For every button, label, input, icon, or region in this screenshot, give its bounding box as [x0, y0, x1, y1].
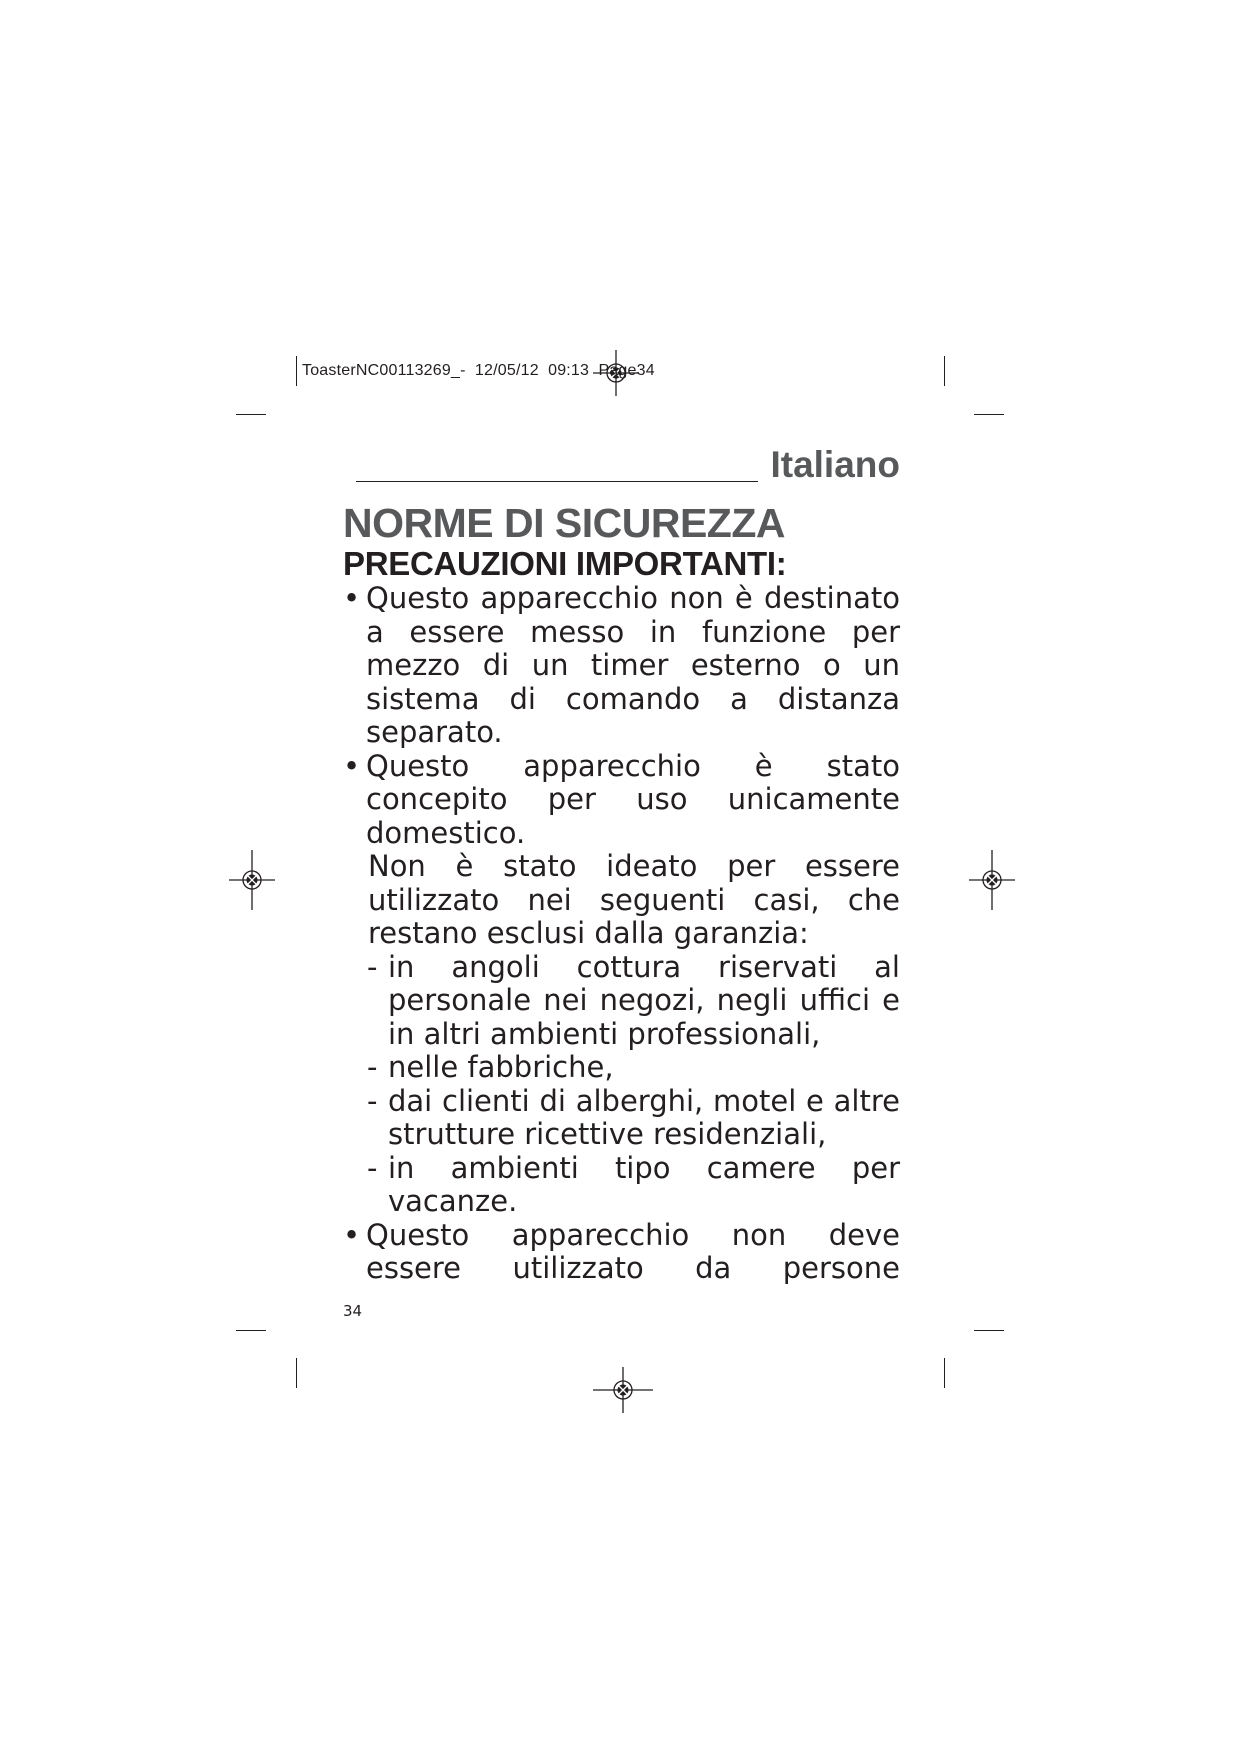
bullet-text: Questo apparecchio non è destinato a essere messo in funzione per mezzo di un timer esterno o un sistema di comando a distanza separato. — [366, 581, 900, 749]
bullet-mark: • — [343, 581, 361, 615]
bullet-note: Non è stato ideato per essere utilizzato nei seguenti casi, che restano esclusi dalla garanzia: — [368, 849, 900, 950]
dash-text: nelle fabbriche, — [388, 1050, 614, 1084]
dash-mark: - — [367, 1050, 378, 1084]
slug-time: 09:13 — [548, 362, 590, 379]
page-number: 34 — [343, 1302, 363, 1320]
dash-text: in ambienti tipo camere per vacanze. — [388, 1150, 900, 1218]
bullet-item — [343, 582, 900, 750]
dash-item — [343, 1085, 900, 1152]
dash-item — [343, 1051, 900, 1085]
crop-mark-top-left-v — [296, 356, 297, 386]
bullet-mark: • — [343, 748, 361, 783]
bullet-item — [343, 750, 900, 851]
dash-text: dai clienti di alberghi, motel e altre strutture ricettive residenziali, — [388, 1083, 900, 1151]
crop-mark-bottom-right-v — [944, 1358, 945, 1388]
bullet-mark: • — [343, 1217, 361, 1252]
page-title: NORME DI SICUREZZA — [343, 500, 785, 546]
dash-mark: - — [367, 1150, 378, 1185]
bullet-item — [343, 1219, 900, 1286]
language-rule — [356, 481, 758, 482]
print-slug — [302, 362, 655, 380]
main-content — [343, 500, 900, 1286]
dash-mark: - — [367, 1083, 378, 1118]
crop-mark-bottom-left-h — [236, 1330, 266, 1331]
bullet-text: Questo apparecchio è stato concepito per uso unicamente domestico. — [366, 748, 900, 850]
registration-mark-bottom-icon — [593, 1367, 653, 1413]
slug-file: ToasterNC00113269_- — [302, 362, 466, 379]
registration-mark-right-icon — [969, 850, 1015, 910]
crop-mark-bottom-right-h — [974, 1330, 1004, 1331]
dash-text: in angoli cottura riservati al personale nei negozi, negli uffici e in altri ambienti professionali, — [388, 949, 900, 1051]
crop-mark-top-right-h — [974, 414, 1004, 415]
crop-mark-top-left-h — [236, 414, 266, 415]
crop-mark-bottom-left-v — [296, 1358, 297, 1388]
dash-mark: - — [367, 949, 378, 984]
bullet-text: Questo apparecchio non deve essere utilizzato da persone — [366, 1217, 900, 1285]
dash-item — [343, 951, 900, 1052]
slug-date: 12/05/12 — [474, 362, 539, 379]
dash-item — [343, 1152, 900, 1219]
language-label: Italiano — [770, 444, 900, 485]
registration-mark-left-icon — [229, 850, 275, 910]
crop-mark-top-right-v — [944, 356, 945, 386]
page-subtitle: PRECAUZIONI IMPORTANTI: — [343, 545, 787, 582]
slug-page: Page34 — [598, 362, 655, 379]
